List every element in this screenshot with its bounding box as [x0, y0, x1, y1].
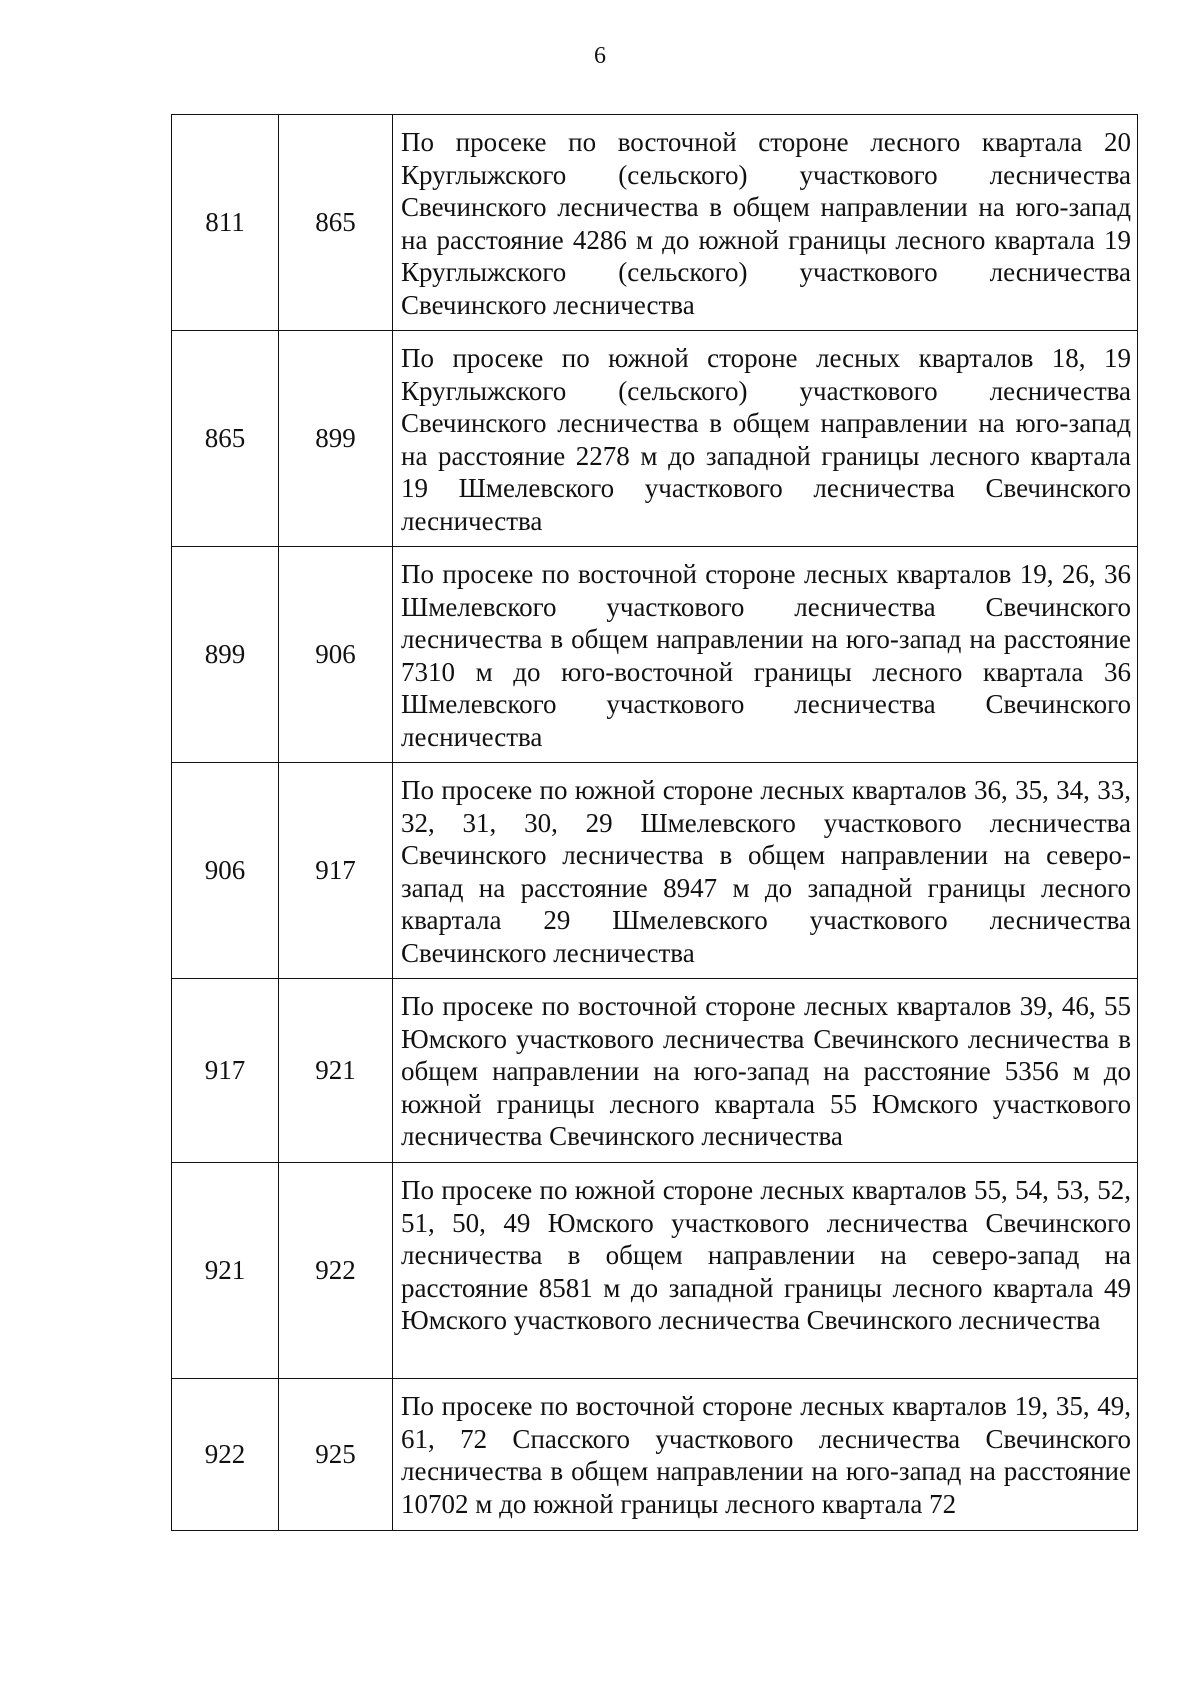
table-row — [172, 547, 1138, 763]
boundary-description-table — [171, 114, 1138, 1531]
end-point-cell: 922 — [279, 1163, 393, 1379]
boundary-description-cell: По просеке по восточной стороне лесных кварталов 19, 35, 49, 61, 72 Спасского участкового лесничества Свечинского лесничества в общем направлении на юго-запад на расстояние 10702 м до южной границы лесного квартала 72 — [393, 1379, 1138, 1531]
start-point-cell: 899 — [172, 547, 279, 763]
boundary-description-cell: По просеке по восточной стороне лесного квартала 20 Круглыжского (сельского) участкового лесничества Свечинского лесничества в общем направлении на юго-запад на расстояние 4286 м до южной границы лесного квартала 19 Круглыжского (сельского) участкового лесничества Свечинского лесничества — [393, 115, 1138, 331]
start-point-cell: 811 — [172, 115, 279, 331]
page-number: 6 — [594, 43, 606, 69]
table-row — [172, 979, 1138, 1163]
table-row — [172, 331, 1138, 547]
start-point-cell: 922 — [172, 1379, 279, 1531]
boundary-description-cell: По просеке по южной стороне лесных кварталов 36, 35, 34, 33, 32, 31, 30, 29 Шмелевского участкового лесничества Свечинского лесничества в общем направлении на северо-запад на расстояние 8947 м до западной границы лесного квартала 29 Шмелевского участкового лесничества Свечинского лесничества — [393, 763, 1138, 979]
end-point-cell: 921 — [279, 979, 393, 1163]
table-row — [172, 1379, 1138, 1531]
table-row — [172, 115, 1138, 331]
end-point-cell: 899 — [279, 331, 393, 547]
table-row — [172, 1163, 1138, 1379]
boundary-description-cell: По просеке по восточной стороне лесных кварталов 39, 46, 55 Юмского участкового лесничества Свечинского лесничества в общем направлении на юго-запад на расстояние 5356 м до южной границы лесного квартала 55 Юмского участкового лесничества Свечинского лесничества — [393, 979, 1138, 1163]
boundary-description-cell: По просеке по южной стороне лесных кварталов 18, 19 Круглыжского (сельского) участкового лесничества Свечинского лесничества в общем направлении на юго-запад на расстояние 2278 м до западной границы лесного квартала 19 Шмелевского участкового лесничества Свечинского лесничества — [393, 331, 1138, 547]
start-point-cell: 921 — [172, 1163, 279, 1379]
table-row — [172, 763, 1138, 979]
end-point-cell: 917 — [279, 763, 393, 979]
end-point-cell: 925 — [279, 1379, 393, 1531]
start-point-cell: 865 — [172, 331, 279, 547]
start-point-cell: 906 — [172, 763, 279, 979]
boundary-description-cell: По просеке по южной стороне лесных кварталов 55, 54, 53, 52, 51, 50, 49 Юмского участкового лесничества Свечинского лесничества в общем направлении на северо-запад на расстояние 8581 м до западной границы лесного квартала 49 Юмского участкового лесничества Свечинского лесничества — [393, 1163, 1138, 1379]
start-point-cell: 917 — [172, 979, 279, 1163]
end-point-cell: 865 — [279, 115, 393, 331]
boundary-description-cell: По просеке по восточной стороне лесных кварталов 19, 26, 36 Шмелевского участкового лесничества Свечинского лесничества в общем направлении на юго-запад на расстояние 7310 м до юго-восточной границы лесного квартала 36 Шмелевского участкового лесничества Свечинского лесничества — [393, 547, 1138, 763]
end-point-cell: 906 — [279, 547, 393, 763]
